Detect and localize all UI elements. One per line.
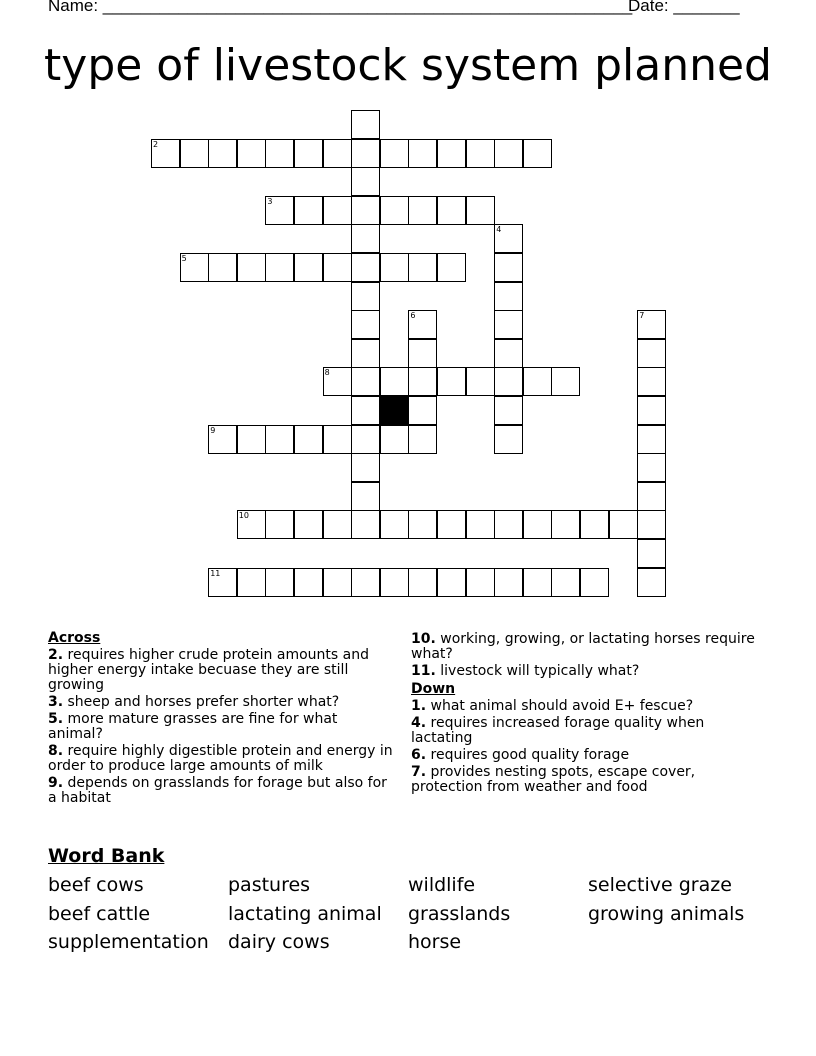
- clue-number: 11: [210, 568, 221, 578]
- grid-cell[interactable]: [637, 396, 666, 425]
- clue-number: 9: [210, 425, 216, 435]
- clue-number-label: 1.: [411, 698, 427, 714]
- clue-number-label: 9.: [48, 775, 64, 791]
- grid-cell[interactable]: [466, 510, 495, 539]
- word-bank-item: supplementation: [48, 931, 209, 953]
- grid-cell[interactable]: [466, 196, 495, 225]
- word-bank-item: beef cattle: [48, 903, 151, 925]
- grid-cell[interactable]: [408, 396, 437, 425]
- grid-cell[interactable]: [351, 339, 380, 368]
- clue-number: 4: [496, 225, 502, 235]
- grid-cell[interactable]: [523, 367, 552, 396]
- grid-cell[interactable]: [408, 339, 437, 368]
- grid-cell[interactable]: [637, 510, 666, 539]
- grid-cell[interactable]: [580, 568, 609, 597]
- clue-text: depends on grasslands for forage but also for a habitat: [48, 775, 387, 806]
- grid-cell[interactable]: [494, 282, 523, 311]
- grid-cell[interactable]: [637, 310, 666, 339]
- grid-cell[interactable]: [323, 425, 352, 454]
- clue-text: more mature grasses are fine for what animal?: [48, 711, 338, 742]
- grid-cell[interactable]: [637, 367, 666, 396]
- clue-number-label: 6.: [411, 747, 427, 763]
- grid-cell[interactable]: [351, 482, 380, 511]
- grid-cell[interactable]: [466, 367, 495, 396]
- grid-cell[interactable]: [494, 224, 523, 253]
- grid-cell[interactable]: [380, 510, 409, 539]
- grid-cell[interactable]: [437, 139, 466, 168]
- across-clue: [48, 776, 393, 806]
- black-cell: [380, 396, 409, 425]
- clue-number-label: 3.: [48, 694, 64, 710]
- clue-text: working, growing, or lactating horses require what?: [411, 631, 755, 662]
- grid-cell[interactable]: [180, 253, 209, 282]
- grid-cell[interactable]: [380, 425, 409, 454]
- grid-cell[interactable]: [408, 425, 437, 454]
- grid-cell[interactable]: [237, 568, 266, 597]
- grid-cell[interactable]: [637, 568, 666, 597]
- grid-cell[interactable]: [494, 568, 523, 597]
- grid-cell[interactable]: [323, 510, 352, 539]
- grid-cell[interactable]: [637, 453, 666, 482]
- grid-cell[interactable]: [351, 139, 380, 168]
- grid-cell[interactable]: [237, 510, 266, 539]
- grid-cell[interactable]: [408, 367, 437, 396]
- grid-cell[interactable]: [294, 253, 323, 282]
- grid-cell[interactable]: [494, 310, 523, 339]
- grid-cell[interactable]: [351, 568, 380, 597]
- across-clue: [48, 712, 393, 742]
- grid-cell[interactable]: [609, 510, 638, 539]
- grid-cell[interactable]: [408, 310, 437, 339]
- grid-cell[interactable]: [494, 425, 523, 454]
- clue-text: requires higher crude protein amounts and higher energy intake becuase they are still growing: [48, 647, 369, 693]
- clue-number-label: 7.: [411, 764, 427, 780]
- grid-cell[interactable]: [351, 367, 380, 396]
- grid-cell[interactable]: [437, 568, 466, 597]
- word-bank-item: pastures: [228, 874, 311, 896]
- grid-cell[interactable]: [237, 425, 266, 454]
- grid-cell[interactable]: [294, 139, 323, 168]
- grid-cell[interactable]: [237, 139, 266, 168]
- grid-cell[interactable]: [523, 139, 552, 168]
- grid-cell[interactable]: [380, 568, 409, 597]
- grid-cell[interactable]: [351, 510, 380, 539]
- clue-number-label: 8.: [48, 743, 64, 759]
- grid-cell[interactable]: [265, 253, 294, 282]
- grid-cell[interactable]: [380, 253, 409, 282]
- grid-cell[interactable]: [208, 139, 237, 168]
- grid-cell[interactable]: [208, 253, 237, 282]
- grid-cell[interactable]: [323, 139, 352, 168]
- grid-cell[interactable]: [408, 253, 437, 282]
- clue-text: sheep and horses prefer shorter what?: [63, 694, 340, 710]
- grid-cell[interactable]: [494, 253, 523, 282]
- grid-cell[interactable]: [637, 539, 666, 568]
- clue-text: provides nesting spots, escape cover, protection from weather and food: [411, 764, 696, 795]
- grid-cell[interactable]: [523, 568, 552, 597]
- word-bank-item: beef cows: [48, 874, 144, 896]
- grid-cell[interactable]: [551, 568, 580, 597]
- clue-number-label: 2.: [48, 647, 64, 663]
- across-clue: [48, 695, 393, 710]
- word-bank-item: growing animals: [588, 903, 745, 925]
- grid-cell[interactable]: [408, 510, 437, 539]
- clue-number: 6: [410, 311, 416, 321]
- down-heading: Down: [411, 681, 456, 697]
- grid-cell[interactable]: [351, 282, 380, 311]
- clue-number: 2: [153, 139, 159, 149]
- grid-cell[interactable]: [437, 510, 466, 539]
- across-clue: [48, 744, 393, 774]
- clue-number: 5: [181, 254, 187, 263]
- grid-cell[interactable]: [208, 568, 237, 597]
- grid-cell[interactable]: [351, 396, 380, 425]
- grid-cell[interactable]: [637, 425, 666, 454]
- clue-text: requires increased forage quality when lactating: [411, 715, 705, 746]
- down-clue: [411, 748, 756, 763]
- grid-cell[interactable]: [323, 196, 352, 225]
- grid-cell[interactable]: [323, 367, 352, 396]
- grid-cell[interactable]: [380, 196, 409, 225]
- grid-cell[interactable]: [408, 196, 437, 225]
- grid-cell[interactable]: [494, 367, 523, 396]
- grid-cell[interactable]: [351, 196, 380, 225]
- grid-cell[interactable]: [294, 568, 323, 597]
- clue-number-label: 5.: [48, 711, 64, 727]
- clues-right-column: [411, 630, 756, 797]
- grid-cell[interactable]: [351, 253, 380, 282]
- grid-cell[interactable]: [351, 310, 380, 339]
- across-clues: [48, 630, 393, 808]
- grid-cell[interactable]: [351, 224, 380, 253]
- word-bank-title: Word Bank: [48, 845, 165, 867]
- grid-cell[interactable]: [351, 167, 380, 196]
- grid-cell[interactable]: [466, 139, 495, 168]
- grid-cell[interactable]: [265, 196, 294, 225]
- grid-cell[interactable]: [380, 367, 409, 396]
- grid-cell[interactable]: [265, 139, 294, 168]
- down-clue: [411, 699, 756, 714]
- clue-text: requires good quality forage: [426, 747, 630, 763]
- grid-cell[interactable]: [494, 339, 523, 368]
- down-clue: [411, 716, 756, 746]
- grid-cell[interactable]: [265, 510, 294, 539]
- clue-number-label: 11.: [411, 663, 436, 679]
- across-clue: [411, 632, 756, 662]
- grid-cell[interactable]: [180, 139, 209, 168]
- grid-cell[interactable]: [265, 425, 294, 454]
- clue-number: 3: [267, 196, 273, 206]
- grid-cell[interactable]: [551, 367, 580, 396]
- grid-cell[interactable]: [494, 139, 523, 168]
- grid-cell[interactable]: [323, 568, 352, 597]
- date-field: Date: _______: [628, 0, 740, 15]
- grid-cell[interactable]: [151, 139, 180, 168]
- word-bank-item: horse: [408, 931, 462, 953]
- clue-text: require highly digestible protein and energy in order to produce large amounts of milk: [48, 743, 393, 774]
- grid-cell[interactable]: [494, 510, 523, 539]
- page-title: type of livestock system planned: [44, 40, 772, 91]
- grid-cell[interactable]: [294, 196, 323, 225]
- grid-cell[interactable]: [437, 253, 466, 282]
- clue-number: 7: [639, 311, 645, 321]
- name-field: Name: ________________________________________________________: [48, 0, 633, 15]
- across-heading: Across: [48, 630, 101, 646]
- grid-cell[interactable]: [523, 510, 552, 539]
- word-bank-item: lactating animal: [228, 903, 382, 925]
- grid-cell[interactable]: [380, 139, 409, 168]
- word-bank-item: selective graze: [588, 874, 732, 896]
- clue-number-label: 10.: [411, 631, 436, 647]
- grid-cell[interactable]: [551, 510, 580, 539]
- grid-cell[interactable]: [437, 367, 466, 396]
- word-bank-item: wildlife: [408, 874, 476, 896]
- down-clue: [411, 765, 756, 795]
- across-clue: [48, 648, 393, 693]
- grid-cell[interactable]: [408, 139, 437, 168]
- grid-cell[interactable]: [637, 482, 666, 511]
- grid-cell[interactable]: [494, 396, 523, 425]
- grid-cell[interactable]: [294, 425, 323, 454]
- grid-cell[interactable]: [351, 110, 380, 139]
- across-clue: [411, 664, 756, 679]
- clue-number: 10: [238, 511, 249, 521]
- clue-text: what animal should avoid E+ fescue?: [426, 698, 694, 714]
- clue-number-label: 4.: [411, 715, 427, 731]
- word-bank-item: dairy cows: [228, 931, 330, 953]
- grid-cell[interactable]: [466, 568, 495, 597]
- grid-cell[interactable]: [351, 425, 380, 454]
- grid-cell[interactable]: [408, 568, 437, 597]
- grid-cell[interactable]: [265, 568, 294, 597]
- clue-number: 8: [324, 368, 330, 378]
- grid-cell[interactable]: [208, 425, 237, 454]
- clue-text: livestock will typically what?: [435, 663, 640, 679]
- grid-cell[interactable]: [237, 253, 266, 282]
- grid-cell[interactable]: [294, 510, 323, 539]
- word-bank-item: grasslands: [408, 903, 511, 925]
- grid-cell[interactable]: [637, 339, 666, 368]
- grid-cell[interactable]: [580, 510, 609, 539]
- grid-cell[interactable]: [437, 196, 466, 225]
- grid-cell[interactable]: [351, 453, 380, 482]
- grid-cell[interactable]: [323, 253, 352, 282]
